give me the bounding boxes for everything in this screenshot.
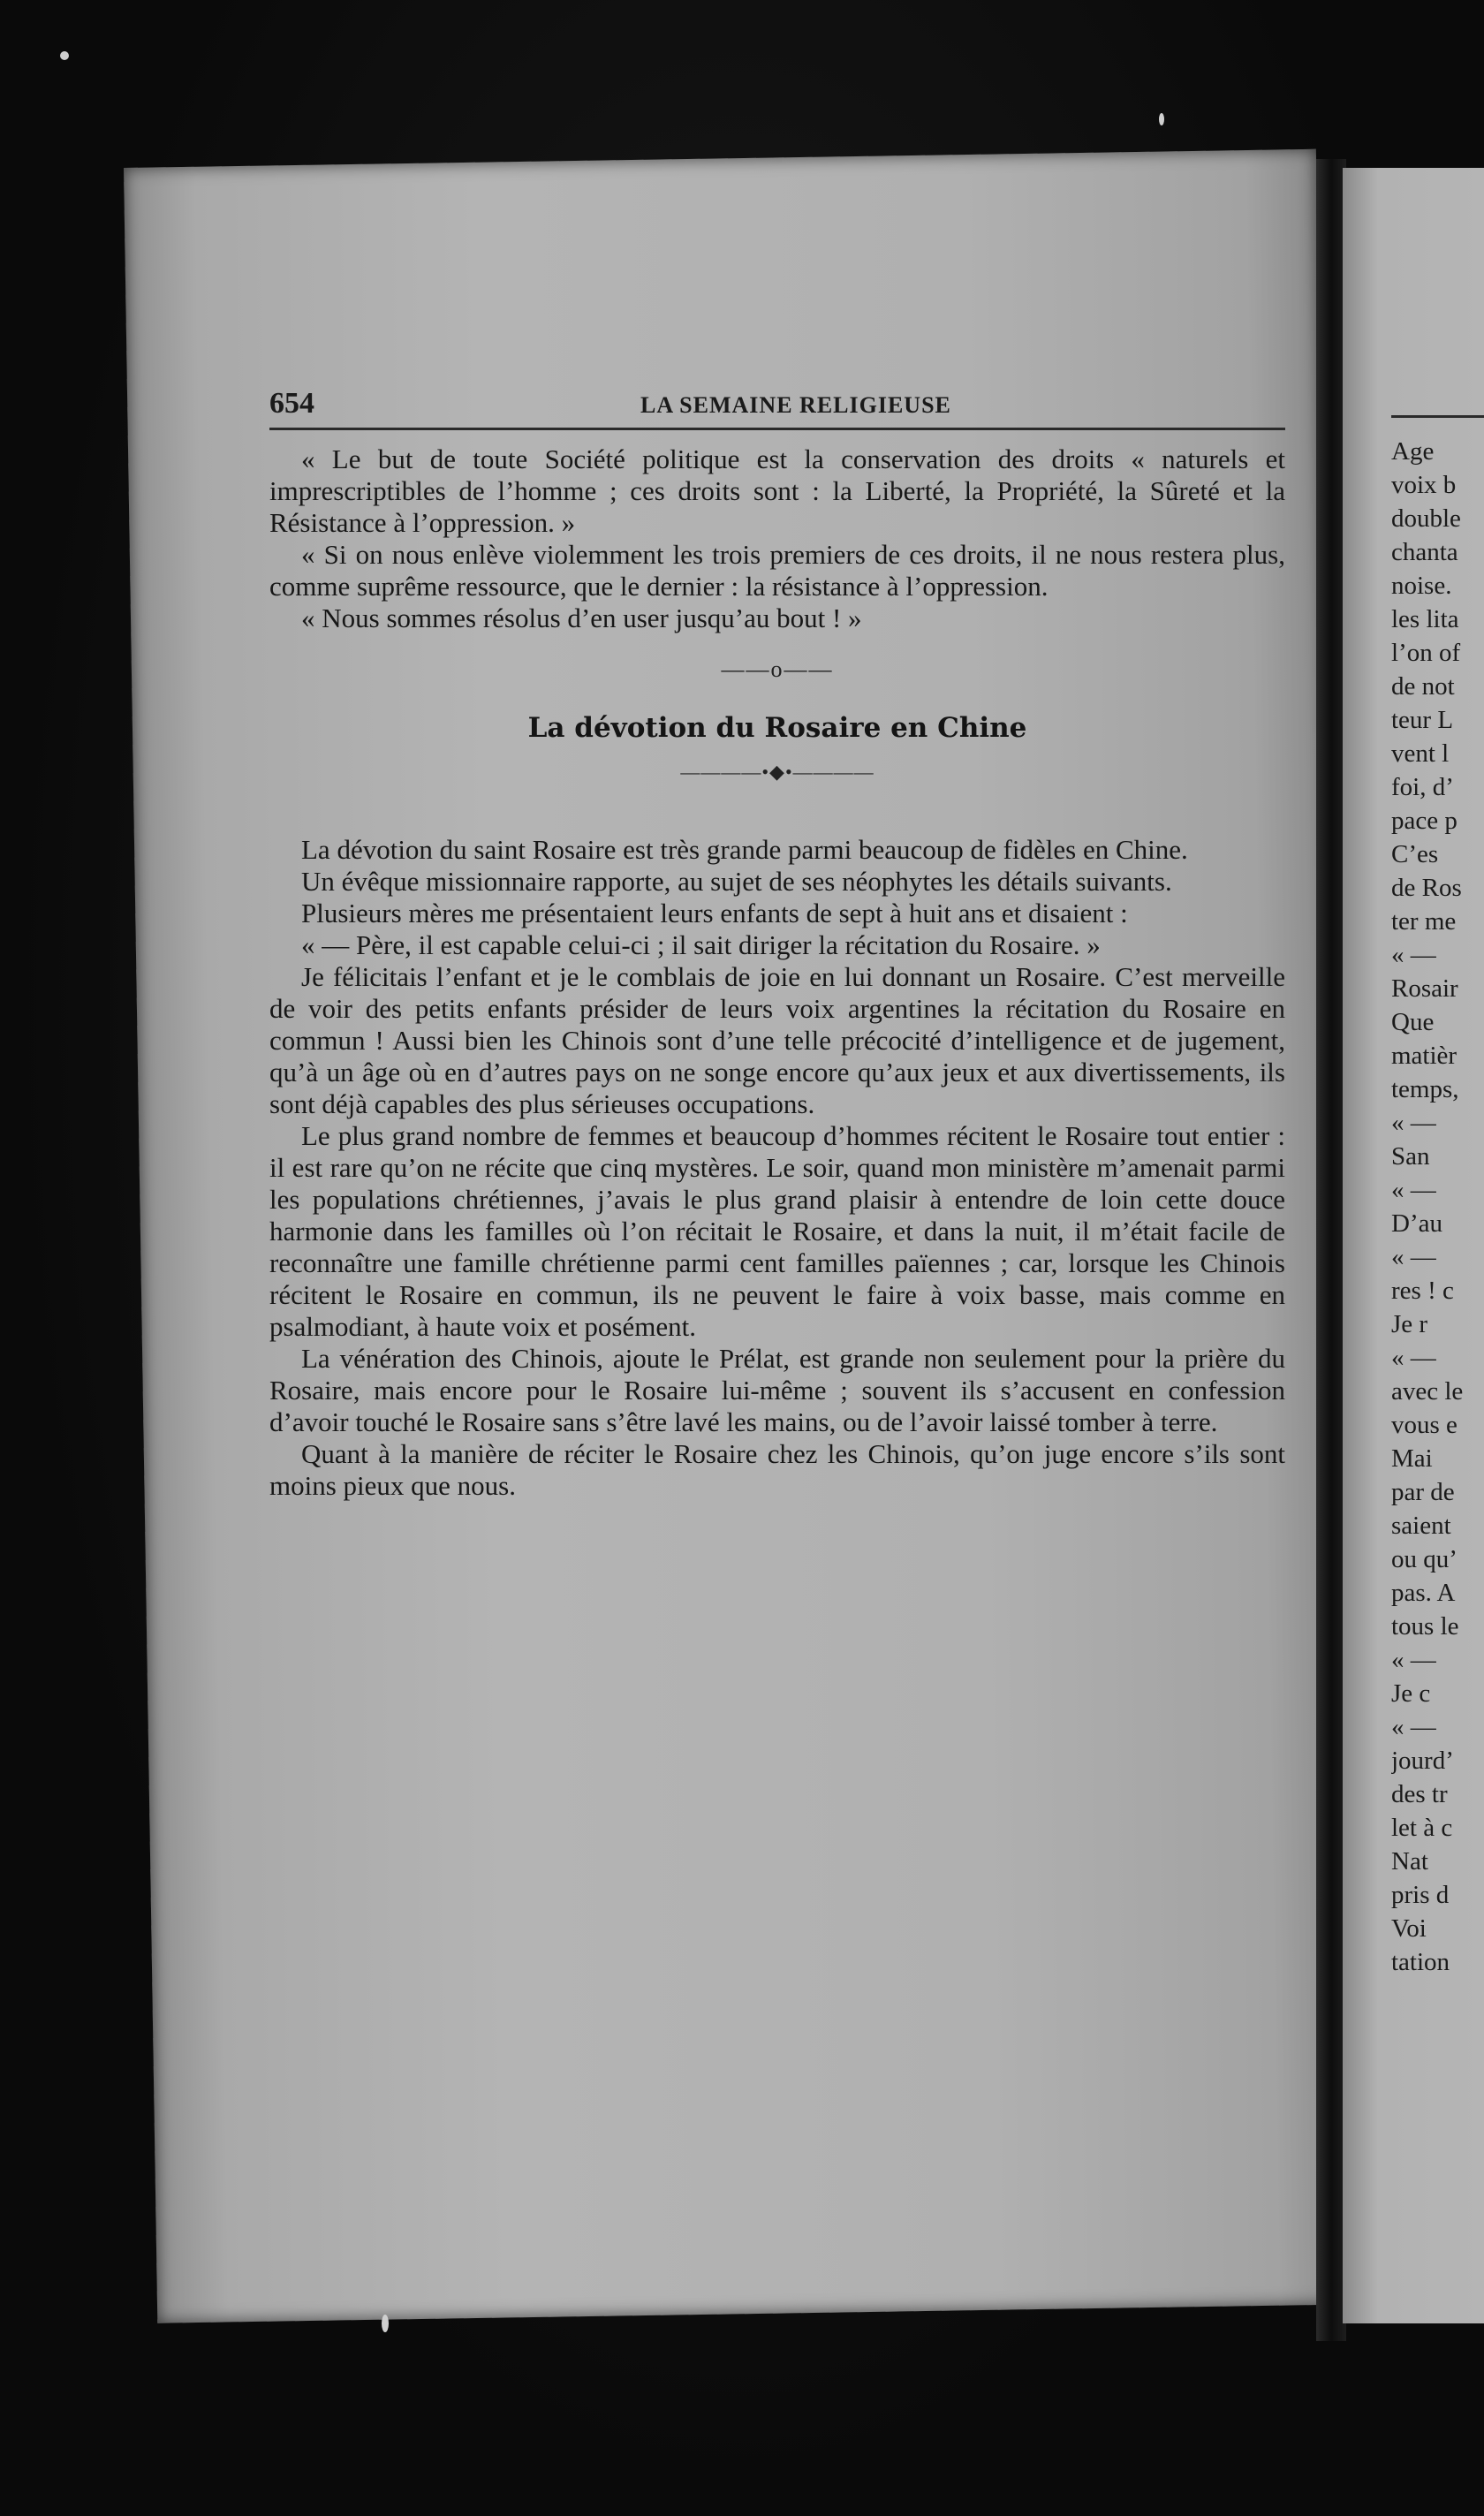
header-rule	[269, 428, 1285, 430]
book-gutter	[1316, 159, 1346, 2341]
main-text-column	[269, 443, 1285, 1502]
article-paragraph: Je félicitais l’enfant et je le comblais de joie en lui donnant un Rosaire. C’est merveille de voir des petits enfants présider de leurs voix argentines la récitation du Rosaire en commun ! Aussi bien les Chinois sont d’une telle précocité d’intelligence et de jugement, qu’à un âge où en d’autres pays on ne songe encore qu’aux jeux et aux divertissements, ils sont déjà capables des plus sérieuses occupations.	[269, 961, 1285, 1119]
facing-line: Mai	[1391, 1444, 1433, 1473]
facing-line: « —	[1391, 941, 1436, 969]
facing-line: pas. A	[1391, 1579, 1456, 1607]
page-header	[269, 387, 1285, 428]
facing-line: de Ros	[1391, 874, 1462, 902]
article-paragraph: Plusieurs mères me présentaient leurs enfants de sept à huit ans et disaient :	[301, 898, 1128, 928]
intro-paragraph: « Le but de toute Société politique est la conservation des droits « naturels et imprescriptibles de l’homme ; ces droits sont : la Liberté, la Propriété, la Sûreté et la Résistance à l’oppression. »	[269, 443, 1285, 538]
facing-line: C’es	[1391, 840, 1439, 868]
facing-line: D’au	[1391, 1209, 1442, 1238]
facing-line: tation	[1391, 1948, 1450, 1976]
facing-line: pris d	[1391, 1881, 1450, 1909]
facing-line: San	[1391, 1142, 1430, 1171]
article-paragraph: Le plus grand nombre de femmes et beaucoup d’hommes récitent le Rosaire tout entier : il est rare qu’on ne récite que cinq mystères. Le soir, quand mon ministère m’amenait parmi les populations chrétiennes, j’avais le plus grand plaisir à entendre de loin cette douce harmonie dans les familles où l’on récitait le Rosaire, et dans la nuit, il m’était facile de reconnaître une famille chrétienne parmi cent familles païennes ; car, lorsque les Chinois récitent le Rosaire en commun, ils ne peuvent le faire à voix basse, mais comme en psalmodiant, à haute voix et posément.	[269, 1120, 1285, 1342]
facing-line: double	[1391, 504, 1461, 533]
facing-line: temps,	[1391, 1075, 1459, 1103]
facing-line: noise.	[1391, 572, 1452, 600]
facing-line: « —	[1391, 1646, 1436, 1674]
facing-line: Que	[1391, 1008, 1435, 1036]
article-paragraph: Un évêque missionnaire rapporte, au sujet de ses néophytes les détails suivants.	[301, 866, 1172, 897]
facing-line: Nat	[1391, 1847, 1428, 1876]
facing-line: Je r	[1391, 1310, 1428, 1338]
facing-line: Je c	[1391, 1679, 1431, 1708]
facing-line: matièr	[1391, 1042, 1458, 1070]
film-speck	[382, 2315, 389, 2332]
facing-line: de not	[1391, 672, 1455, 701]
facing-line: jourd’	[1391, 1747, 1454, 1775]
facing-line: « —	[1391, 1344, 1436, 1372]
facing-line: « —	[1391, 1713, 1436, 1741]
facing-header-rule	[1391, 415, 1484, 418]
facing-line: Voi	[1391, 1914, 1427, 1943]
facing-line: « —	[1391, 1109, 1436, 1137]
facing-line: tous le	[1391, 1612, 1459, 1641]
film-speck	[60, 51, 69, 60]
facing-line: ter me	[1391, 907, 1457, 936]
article-paragraph: « — Père, il est capable celui-ci ; il sait diriger la récitation du Rosaire. »	[301, 929, 1101, 960]
facing-line: vent l	[1391, 739, 1450, 768]
facing-line: des tr	[1391, 1780, 1448, 1808]
article-paragraph: Quant à la manière de réciter le Rosaire chez les Chinois, qu’on juge encore s’ils sont moins pieux que nous.	[269, 1438, 1285, 1501]
facing-line: vous e	[1391, 1411, 1458, 1439]
facing-line: Age	[1391, 437, 1435, 466]
facing-line: les lita	[1391, 605, 1459, 633]
facing-line: ou qu’	[1391, 1545, 1458, 1573]
facing-line: saient	[1391, 1512, 1451, 1540]
article-paragraph: La dévotion du saint Rosaire est très grande parmi beaucoup de fidèles en Chine.	[301, 834, 1188, 865]
facing-line: par de	[1391, 1478, 1455, 1506]
title-ornament: ————•◆•————	[680, 761, 874, 783]
section-separator: ——o——	[721, 656, 834, 682]
article-paragraph: La vénération des Chinois, ajoute le Prélat, est grande non seulement pour la prière du Rosaire, mais encore pour le Rosaire lui-même ; souvent ils s’accusent en confession d’avoir touché le Rosaire sans s’être lavé les mains, ou de l’avoir laissé tomber à terre.	[269, 1343, 1285, 1437]
facing-line: « —	[1391, 1243, 1436, 1271]
facing-line: let à c	[1391, 1814, 1453, 1842]
facing-line: pace p	[1391, 807, 1458, 835]
facing-line: Rosair	[1391, 974, 1458, 1003]
running-title: LA SEMAINE RELIGIEUSE	[640, 392, 951, 418]
facing-line: avec le	[1391, 1377, 1464, 1406]
intro-paragraph: « Si on nous enlève violemment les trois premiers de ces droits, il ne nous restera plus, comme suprême ressource, que le dernier : la résistance à l’oppression.	[269, 539, 1285, 602]
facing-line: res ! c	[1391, 1277, 1454, 1305]
facing-line: chanta	[1391, 538, 1458, 566]
facing-line: foi, d’	[1391, 773, 1454, 801]
facing-line: teur L	[1391, 706, 1454, 734]
facing-line: « —	[1391, 1176, 1436, 1204]
facing-page-text	[1391, 435, 1484, 1979]
film-speck	[1159, 113, 1164, 125]
facing-line: voix b	[1391, 471, 1457, 499]
page-number: 654	[269, 387, 314, 420]
facing-line: l’on of	[1391, 639, 1461, 667]
intro-paragraph: « Nous sommes résolus d’en user jusqu’au bout ! »	[301, 602, 862, 633]
article-title: La dévotion du Rosaire en Chine	[527, 712, 1027, 744]
